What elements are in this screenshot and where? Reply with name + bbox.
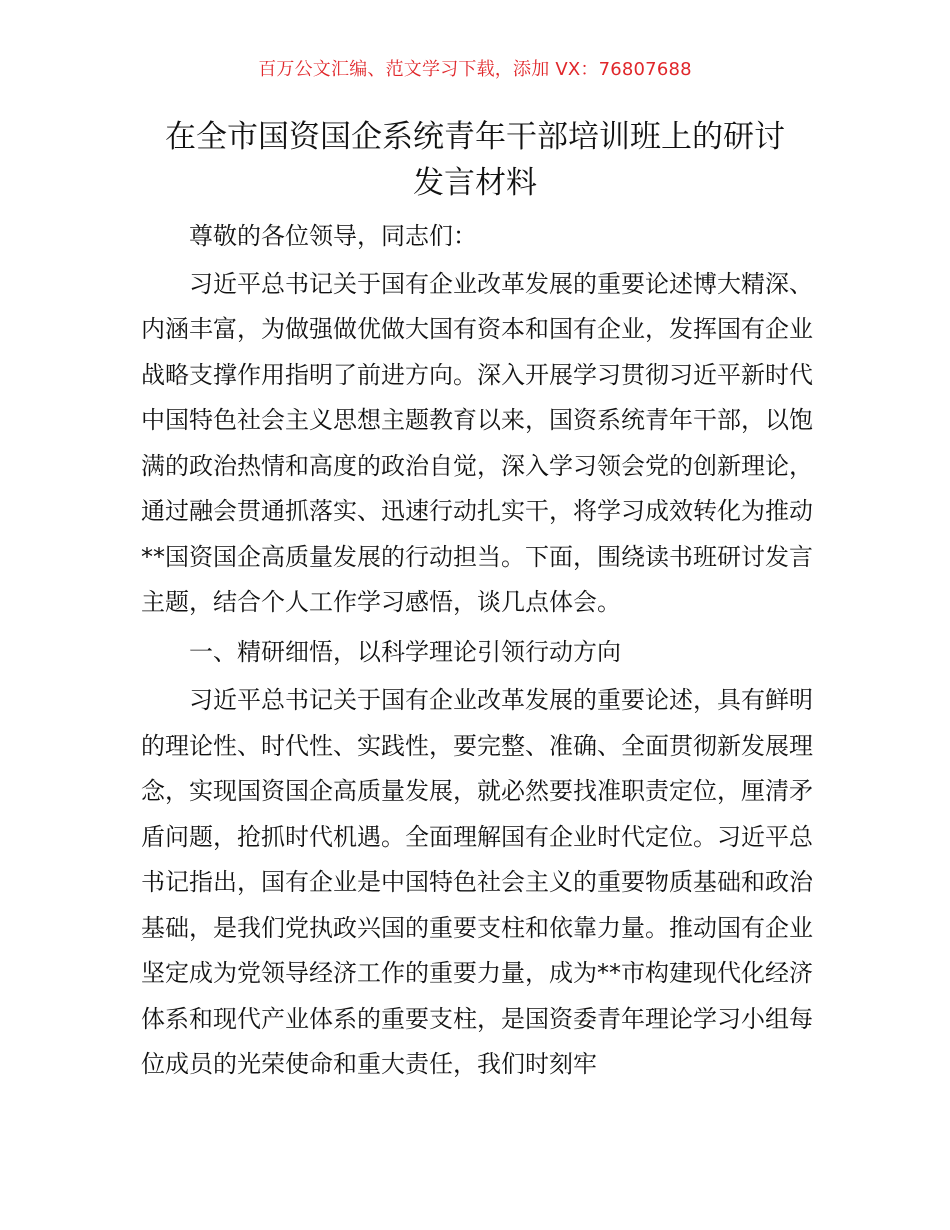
document-title: [100, 114, 850, 206]
section-heading-1: 一、精研细悟，以科学理论引领行动方向: [189, 637, 621, 666]
paragraph-section-1: 习近平总书记关于国有企业改革发展的重要论述，具有鲜明的理论性、时代性、实践性，要完整、准确、全面贯彻新发展理念，实现国资国企高质量发展，就必然要找准职责定位，厘清矛盾问题，抢抓时代机遇。全面理解国有企业时代定位。习近平总书记指出，国有企业是中国特色社会主义的重要物质基础和政治基础，是我们党执政兴国的重要支柱和依靠力量。推动国有企业坚定成为党领导经济工作的重要力量，成为**市构建现代化经济体系和现代产业体系的重要支柱，是国资委青年理论学习小组每位成员的光荣使命和重大责任，我们时刻牢: [141, 686, 813, 1078]
document-body: [141, 214, 813, 1092]
header-note: 百万公文汇编、范文学习下载，添加 VX：76807688: [258, 59, 692, 80]
title-line-2: 发言材料: [413, 165, 537, 201]
title-line-1: 在全市国资国企系统青年干部培训班上的研讨: [165, 119, 785, 155]
salutation: 尊敬的各位领导，同志们：: [189, 222, 477, 250]
paragraph-intro: 习近平总书记关于国有企业改革发展的重要论述博大精深、内涵丰富，为做强做优做大国有资本和国有企业，发挥国有企业战略支撑作用指明了前进方向。深入开展学习贯彻习近平新时代中国特色社会主义思想主题教育以来，国资系统青年干部，以饱满的政治热情和高度的政治自觉，深入学习领会党的创新理论，通过融会贯通抓落实、迅速行动扎实干，将学习成效转化为推动**国资国企高质量发展的行动担当。下面，围绕读书班研讨发言主题，结合个人工作学习感悟，谈几点体会。: [141, 269, 813, 616]
